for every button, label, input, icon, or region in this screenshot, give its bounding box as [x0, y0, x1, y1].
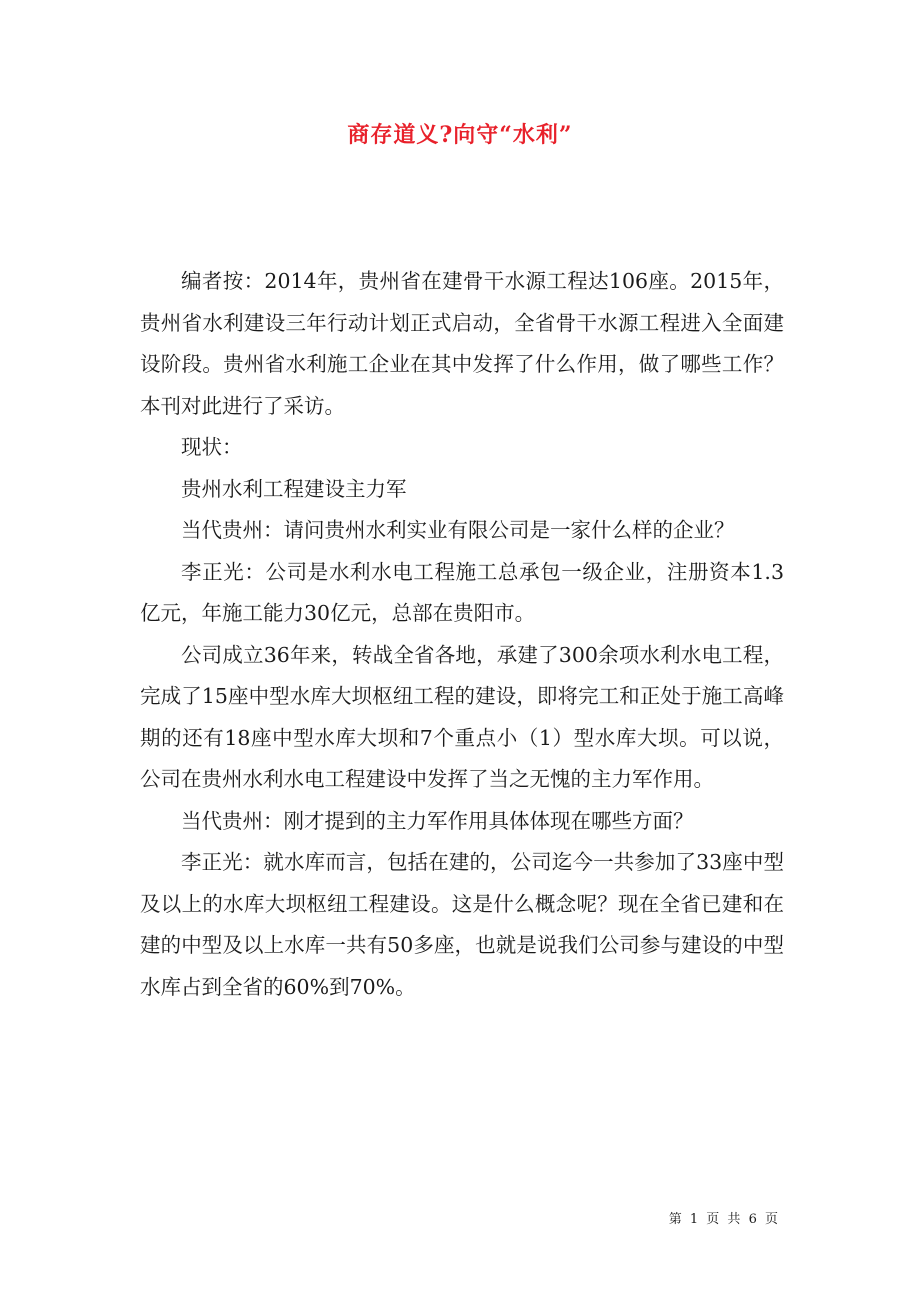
total-page-count: 6 — [748, 1212, 759, 1227]
answer-paragraph: 李正光：就水库而言，包括在建的，公司迄今一共参加了33座中型及以上的水库大坝枢纽工程建设。这是什么概念呢？现在全省已建和在建的中型及以上水库一共有50多座，也就是说我们公司参与建设的中型水库占到全省的60%到70%。 — [140, 850, 784, 999]
page-number-footer — [669, 1208, 780, 1227]
answer-paragraph: 公司成立36年来，转战全省各地，承建了300余项水利水电工程，完成了15座中型水库大坝枢纽工程的建设，即将完工和正处于施工高峰期的还有18座中型水库大坝和7个重点小（1）型水库大坝。可以说，公司在贵州水利水电工程建设中发挥了当之无愧的主力军作用。 — [140, 642, 784, 791]
current-page-number: 1 — [689, 1212, 701, 1227]
question-paragraph: 当代贵州：刚才提到的主力军作用具体体现在哪些方面？ — [181, 808, 694, 833]
footer-suffix: 页 — [764, 1212, 780, 1227]
footer-middle: 页 共 — [706, 1212, 743, 1227]
article-title: 商存道义?向守“水利” — [347, 122, 573, 148]
footer-prefix: 第 — [668, 1212, 684, 1227]
article-body — [140, 261, 784, 1008]
section-heading: 贵州水利工程建设主力军 — [181, 476, 407, 501]
section-label: 现状： — [181, 435, 243, 459]
answer-paragraph: 李正光：公司是水利水电工程施工总承包一级企业，注册资本1.3亿元，年施工能力30亿元，总部在贵阳市。 — [140, 559, 784, 625]
question-paragraph: 当代贵州：请问贵州水利实业有限公司是一家什么样的企业？ — [181, 518, 735, 542]
editor-note-paragraph: 编者按：2014年，贵州省在建骨干水源工程达106座。2015年，贵州省水利建设三年行动计划正式启动，全省骨干水源工程进入全面建设阶段。贵州省水利施工企业在其中发挥了什么作用，做了哪些工作？本刊对此进行了采访。 — [140, 269, 784, 418]
